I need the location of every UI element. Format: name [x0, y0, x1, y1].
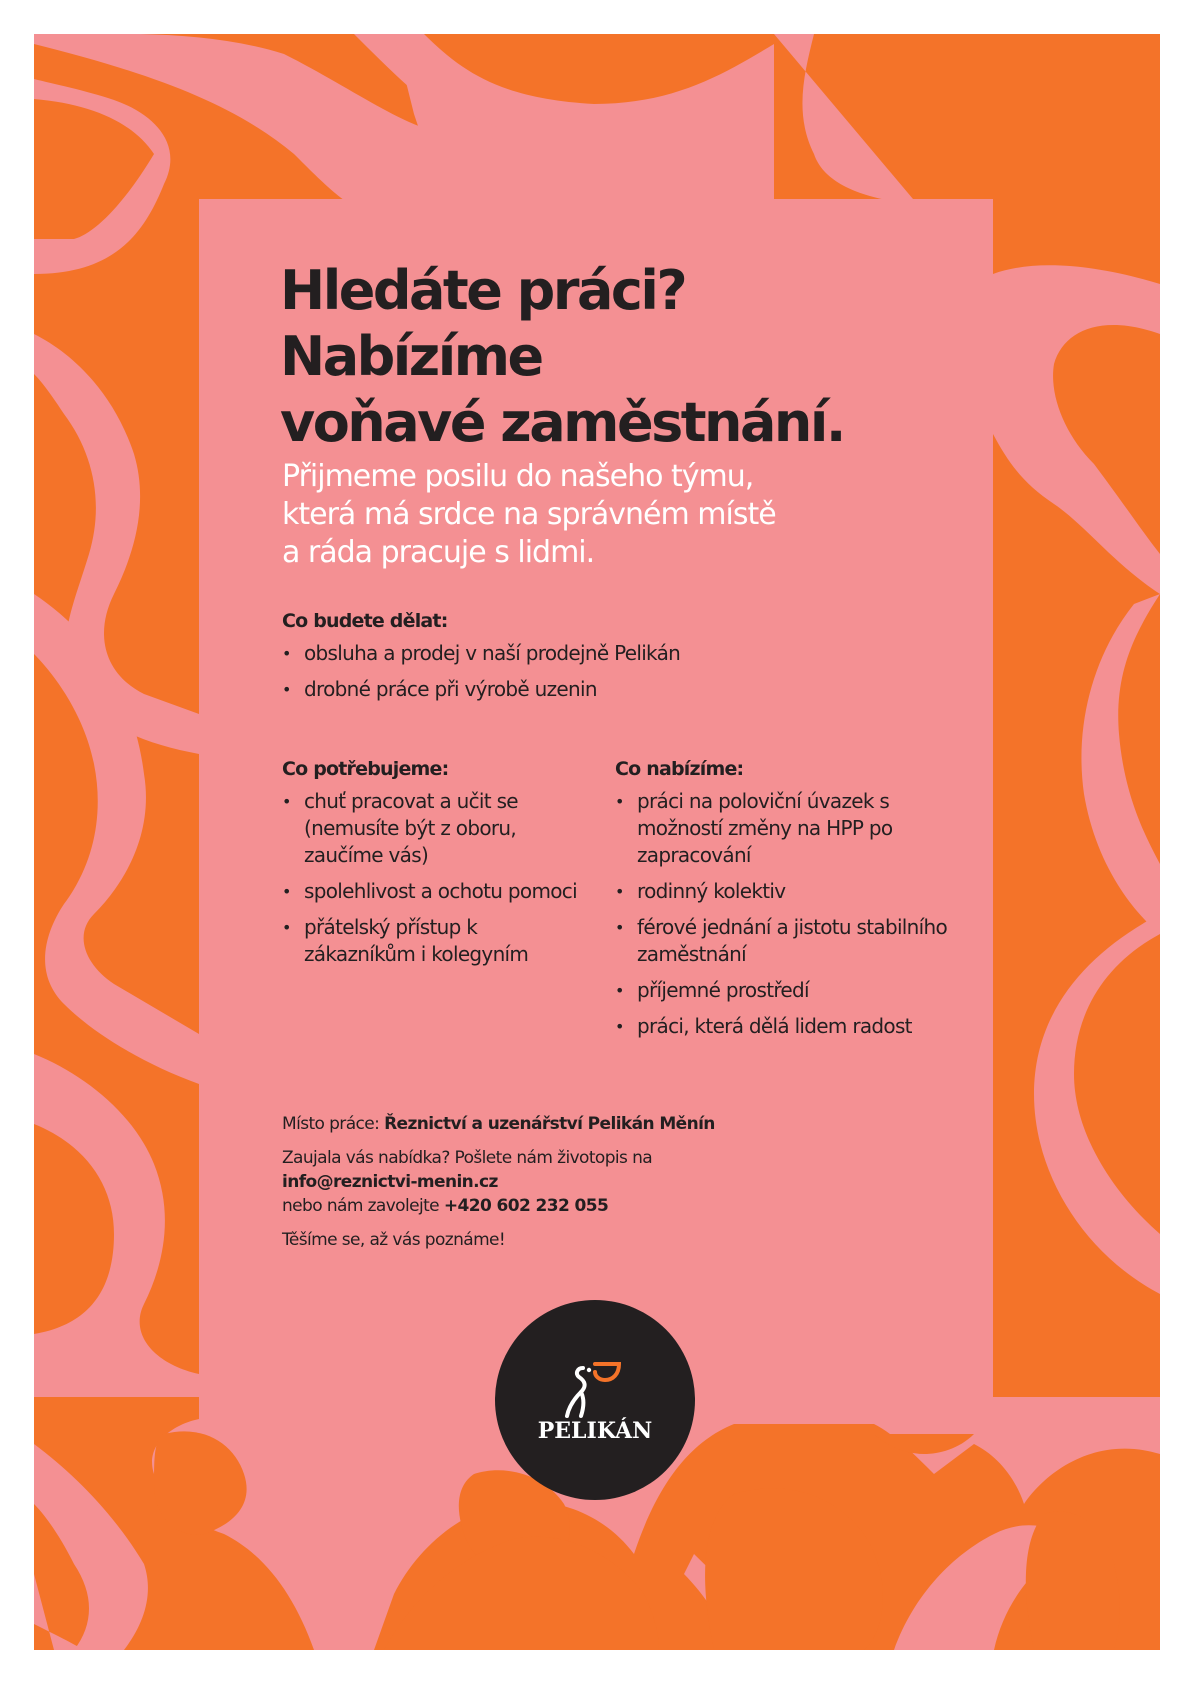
phone-link[interactable]: +420 602 232 055: [443, 1196, 609, 1216]
section-duties: [282, 610, 982, 712]
email-link[interactable]: info@reznictvi-menin.cz: [282, 1172, 498, 1192]
duties-list: [282, 640, 982, 703]
requirements-list: [282, 788, 582, 968]
list-item: • práci, která dělá lidem radost: [615, 1013, 955, 1040]
section-requirements: [282, 758, 582, 977]
call-text: nebo nám zavolejte: [282, 1196, 440, 1216]
list-item: • férové jednání a jistotu stabilního zaměstnání: [615, 914, 955, 968]
intro-line-1: Přijmeme posilu do našeho týmu,: [282, 459, 754, 494]
workplace: [282, 1112, 982, 1136]
contact-info: [282, 1112, 982, 1262]
closing-text: Těšíme se, až vás poznáme!: [282, 1230, 506, 1250]
list-item: • rodinný kolektiv: [615, 878, 955, 905]
workplace-label: Místo práce:: [282, 1114, 380, 1134]
section-duties-title: Co budete dělat:: [282, 610, 448, 632]
list-item: • chuť pracovat a učit se (nemusíte být z oboru, zaučíme vás): [282, 788, 582, 869]
section-requirements-title: Co potřebujeme:: [282, 758, 449, 780]
list-item: • spolehlivost a ochotu pomoci: [282, 878, 582, 905]
email-line: [282, 1170, 982, 1194]
intro-line-3: a ráda pracuje s lidmi.: [282, 535, 595, 570]
pelican-icon: [555, 1360, 635, 1420]
list-item: • obsluha a prodej v naší prodejně Pelikán: [282, 640, 982, 667]
section-offer: [615, 758, 955, 1049]
list-item: • drobné práce při výrobě uzenin: [282, 676, 982, 703]
workplace-value: Řeznictví a uzenářství Pelikán Měnín: [384, 1114, 715, 1134]
headline: [280, 258, 844, 456]
cv-prompt: Zaujala vás nabídka? Pošlete nám životopis na: [282, 1148, 653, 1168]
offer-list: [615, 788, 955, 1040]
headline-line-1: Hledáte práci?: [280, 259, 686, 322]
pelikan-logo: [495, 1300, 695, 1500]
list-item: • příjemné prostředí: [615, 977, 955, 1004]
phone-line: [282, 1194, 982, 1218]
section-offer-title: Co nabízíme:: [615, 758, 744, 780]
list-item: • práci na poloviční úvazek s možností změny na HPP po zapracování: [615, 788, 955, 869]
headline-line-2: Nabízíme: [280, 325, 542, 388]
logo-text: PELIKÁN: [537, 1418, 653, 1444]
intro-line-2: která má srdce na správném místě: [282, 497, 776, 532]
list-item: • přátelský přístup k zákazníkům i kolegyním: [282, 914, 582, 968]
headline-line-3: voňavé zaměstnání.: [280, 391, 844, 454]
intro-text: [282, 458, 776, 572]
